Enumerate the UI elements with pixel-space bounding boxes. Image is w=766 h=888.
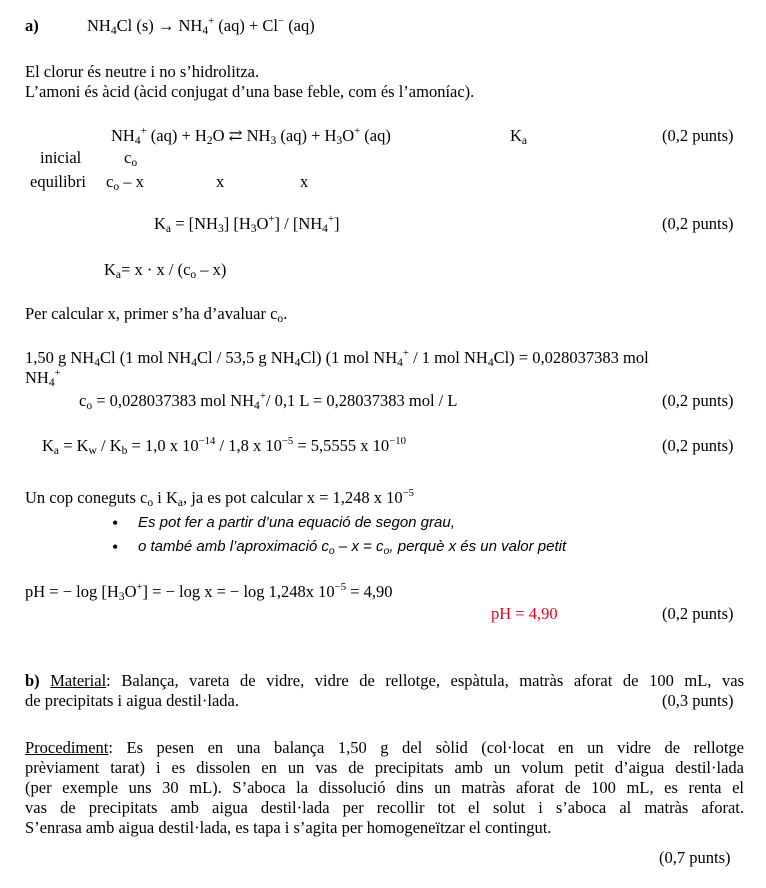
ka-label: $K_a$	[510, 126, 528, 147]
bullet-item-quadratic: Es pot fer a partir d’una equació de segon grau,	[138, 514, 455, 531]
points-ka-expression: (0,2 punts)	[662, 214, 734, 233]
points-material: (0,3 punts)	[662, 691, 734, 710]
points-equilibrium: (0,2 punts)	[662, 126, 734, 145]
known-values: Un cop coneguts $c_o$ i $K_a$, ja es pot calcular x = 1,248 x $10^{-5}$	[25, 487, 415, 509]
intro-line-1: El clorur és neutre i no s’hidrolitza.	[25, 62, 260, 81]
calc-intro: Per calcular x, primer s’ha d’avaluar $c_o$.	[25, 304, 288, 325]
bullet-icon: •	[112, 537, 119, 557]
part-b-label: b)	[25, 671, 40, 690]
part-a-label: a)	[25, 16, 39, 35]
ph-calculation: pH = − $\log [H_3O^+]$ = − log x = − log 1,248x $10^{-5} = 4,90$	[25, 581, 393, 603]
initial-concentration: $c_o$	[124, 148, 138, 169]
points-ph: (0,2 punts)	[662, 604, 734, 623]
points-procedure: (0,7 punts)	[659, 848, 731, 867]
x-h3o: x	[300, 172, 309, 191]
row-label-equilibri: equilibri	[30, 172, 86, 191]
equilibrium-concentration: $c_o$ – x	[106, 172, 144, 193]
bullet-item-approximation: o també amb l’aproximació $c_o - x = c_o$, perquè x és un valor petit	[138, 538, 567, 557]
material-line-1: b) Material: Balança, vareta de vidre, vidre de rellotge, espàtula, matràs aforat de 100 mL, vas	[25, 671, 745, 690]
points-kw-kb: (0,2 punts)	[662, 436, 734, 455]
material-heading: Material	[50, 671, 107, 690]
mass-calculation-unit: $NH_4^+$	[25, 367, 61, 389]
equilibrium-arrow-icon: ⇄	[228, 126, 243, 145]
points-concentration: (0,2 punts)	[662, 391, 734, 410]
ka-from-kw-kb: $K_a = K_w / K_b = 1,0$ x $10^{-14} / 1,8$ x $10^{-5} = 5,5555$ x $10^{-10}$	[42, 435, 406, 457]
ph-result: pH = 4,90	[491, 604, 558, 623]
procedure-line-3: (per exemple uns 30 mL). S’aboca la dissolució dins un matràs aforat de 100 mL, es renta el	[25, 778, 744, 797]
procedure-heading: Procediment	[25, 738, 109, 757]
x-nh3: x	[216, 172, 225, 191]
ka-expression: $K_a = [NH_3]$ $[H_3O^+] / [NH_4^+]$	[154, 213, 340, 235]
procedure-line-4: vas de precipitats amb aigua destil·lada per recollir tot el solut i s’aboca al matràs aforat.	[25, 798, 744, 817]
equilibrium-equation: $NH_4^+$ $(aq) + H_2O$ ⇄ $NH_3$ $(aq) + H_3O^+$ (aq)	[111, 125, 391, 147]
bullet-icon: •	[112, 513, 119, 533]
dissociation-equation: $NH_4Cl$ $(s) \to NH_4^+$ (aq) + Cl− (aq)	[87, 15, 315, 37]
material-line-2: de precipitats i aigua destil·lada.	[25, 691, 239, 710]
mass-calculation: 1,50 g $NH_4Cl$ (1 mol $NH_4Cl / 53,5$ g $NH_4Cl$) (1 mol $NH_4^+ / 1$ mol $NH_4Cl) = 0,028037383$ mol	[25, 347, 649, 369]
ka-x-expression: $K_a= x \cdot x / (c_o - x)$	[104, 260, 227, 281]
intro-line-2: L’amoni és àcid (àcid conjugat d’una base feble, com és l’amoníac).	[25, 82, 475, 101]
concentration-calculation: $c_o = 0,028037383$ mol $NH_4^+/$ 0,1 L = 0,28037383 mol / L	[79, 390, 458, 412]
procedure-line-5: S’enrasa amb aigua destil·lada, es tapa i s’agita per homogeneïtzar el contingut.	[25, 818, 552, 837]
procedure-line-1: Procediment: Es pesen en una balança 1,50 g del sòlid (col·locat en un vidre de rellotge	[25, 738, 744, 757]
row-label-inicial: inicial	[40, 148, 82, 167]
procedure-line-2: prèviament tarat) i es dissolen en un vas de precipitats amb un volum petit d’aigua destil·lada	[25, 758, 744, 777]
